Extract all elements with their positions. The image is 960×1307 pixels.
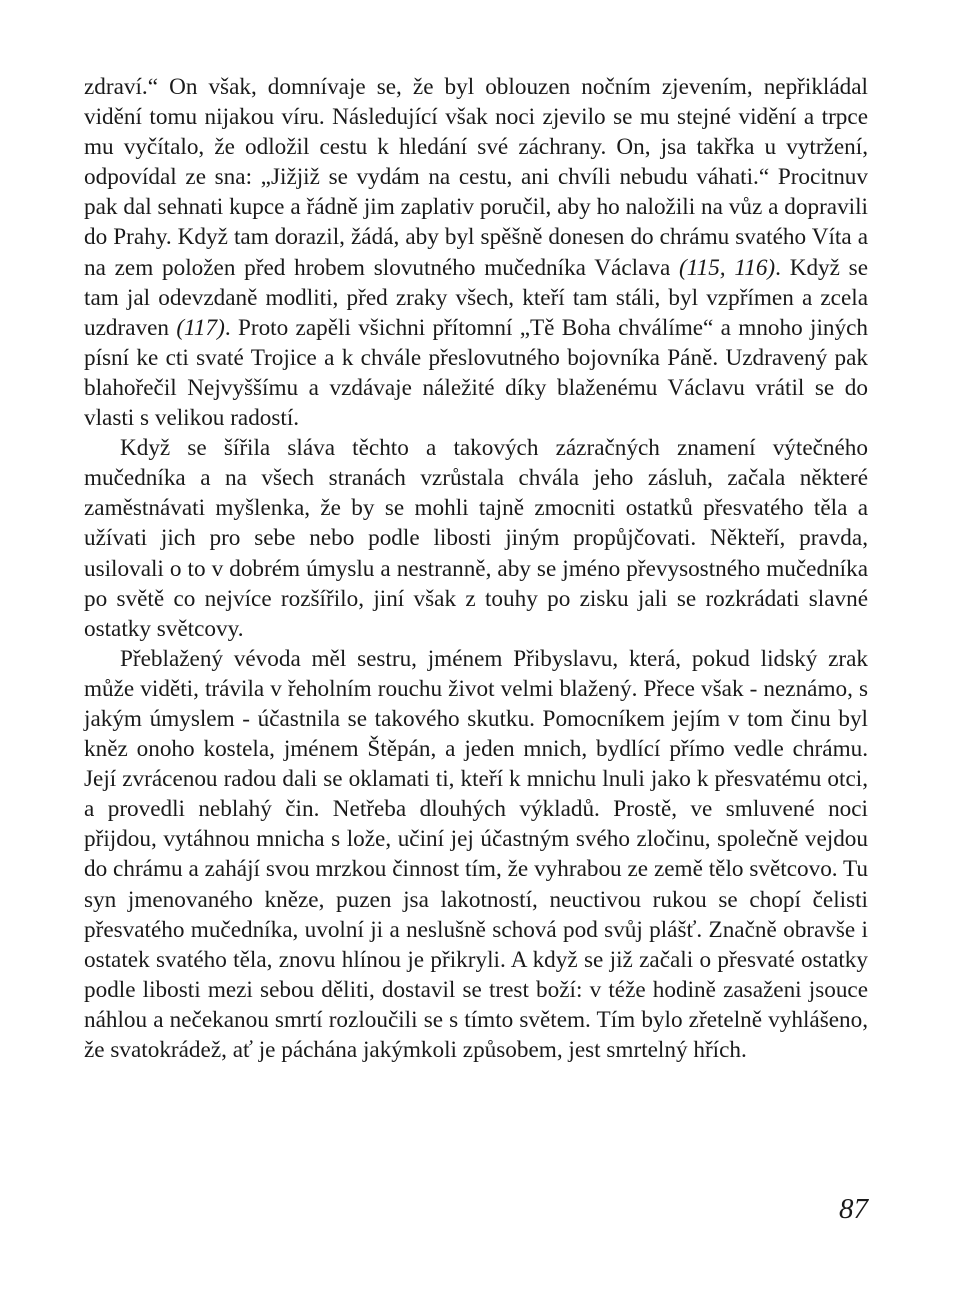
paragraph-text: . Proto zapěli všichni přítomní „Tě Boha chválíme“ a mnoho jiných písní ke cti svaté Trojice a k chvále přeslovutného bojovníka Páně. Uzdravený pak blahořečil Nejvyššímu a vzdávaje náležité díky blaženému Václavu vrátil se do vlasti s velikou radostí.: [84, 314, 868, 432]
paragraph-text: . Když se tam jal odevzdaně modliti, před zraky všech, kteří tam stáli, byl vzpřímen a zcela uzdraven: [84, 254, 868, 341]
paragraph: Když se šířila sláva těchto a takových zázračných znamení výtečného mučedníka a na všech stranách vzrůstala chvála jeho zásluh, začala některé zaměstnávati myšlenka, že by se mohli tajně zmocniti ostatků přesvatého těla a užívati jich pro sebe nebo podle libosti jiným propůjčovati. Někteří, pravda, usilovali o to v dobrém úmyslu a nestranně, aby se jméno převysostného mučedníka po světě co nejvíce rozšířilo, jiní však z touhy po zisku jali se rozkrádati slavné ostatky světcovy.: [84, 435, 868, 642]
body-text: [84, 72, 868, 1065]
paragraph: Přeblažený vévoda měl sestru, jménem Přibyslavu, která, pokud lidský zrak může viděti, trávila v řeholním rouchu život velmi blažený. Přece však - neznámo, s jakým úmyslem - účastnila se takového skutku. Pomocníkem jejím v tom činu byl kněz onoho kostela, jménem Štěpán, a jeden mnich, bydlící přímo vedle chrámu. Její zvrácenou radou dali se oklamati ti, kteří k mnichu lnuli jako k přesvatému otci, a provedli neblahý čin. Netřeba dlouhých výkladů. Prostě, ve smluvené noci přijdou, vytáhnou mnicha s lože, učiní jej účastným svého zločinu, společně vejdou do chrámu a zahájí svou mrzkou činnost tím, že vyhrabou ze země tělo světcovo. Tu syn jmenovaného kněze, puzen jsa lakotností, neuctivou rukou se chopí čelisti přesvatého mučedníka, uvolní ji a neslušně schová pod svůj plášť. Značně obravše i ostatek svatého těla, znovu hlínou je přikryli. A když se již začali o přesvaté ostatky podle libosti mezi sebou děliti, dostavil se trest boží: v téže hodině zasaženi jsouce náhlou a nečekanou smrtí rozloučili se s tímto světem. Tím bylo zřetelně vyhlášeno, že svatokrádež, ať je páchána jakýmkoli způsobem, jest smrtelný hřích.: [84, 645, 868, 1063]
paragraph-text: zdraví.“ On však, domnívaje se, že byl oblouzen nočním zjevením, nepřikládal vidění tomu nijakou víru. Následující však noci zjevilo se mu stejné vidění a trpce mu vyčítalo, že odložil cestu k hledání své záchrany. On, jsa takřka u vytržení, odpovídal ze sna: „Jižjiž se vydám na cestu, ani chvíli nebudu váhati.“ Procitnuv pak dal sehnati kupce a řádně jim zaplativ poručil, aby ho naložili na vůz a dopravili do Prahy. Když tam dorazil, žádá, aby byl spěšně donesen do chrámu svatého Víta a na zem položen před hrobem slovutného mučedníka Václava: [84, 74, 868, 281]
reference-note: (115, 116): [679, 254, 776, 281]
paragraph-continued: [84, 72, 868, 433]
reference-note: (117): [176, 314, 225, 341]
page-number: 87: [839, 1193, 868, 1225]
